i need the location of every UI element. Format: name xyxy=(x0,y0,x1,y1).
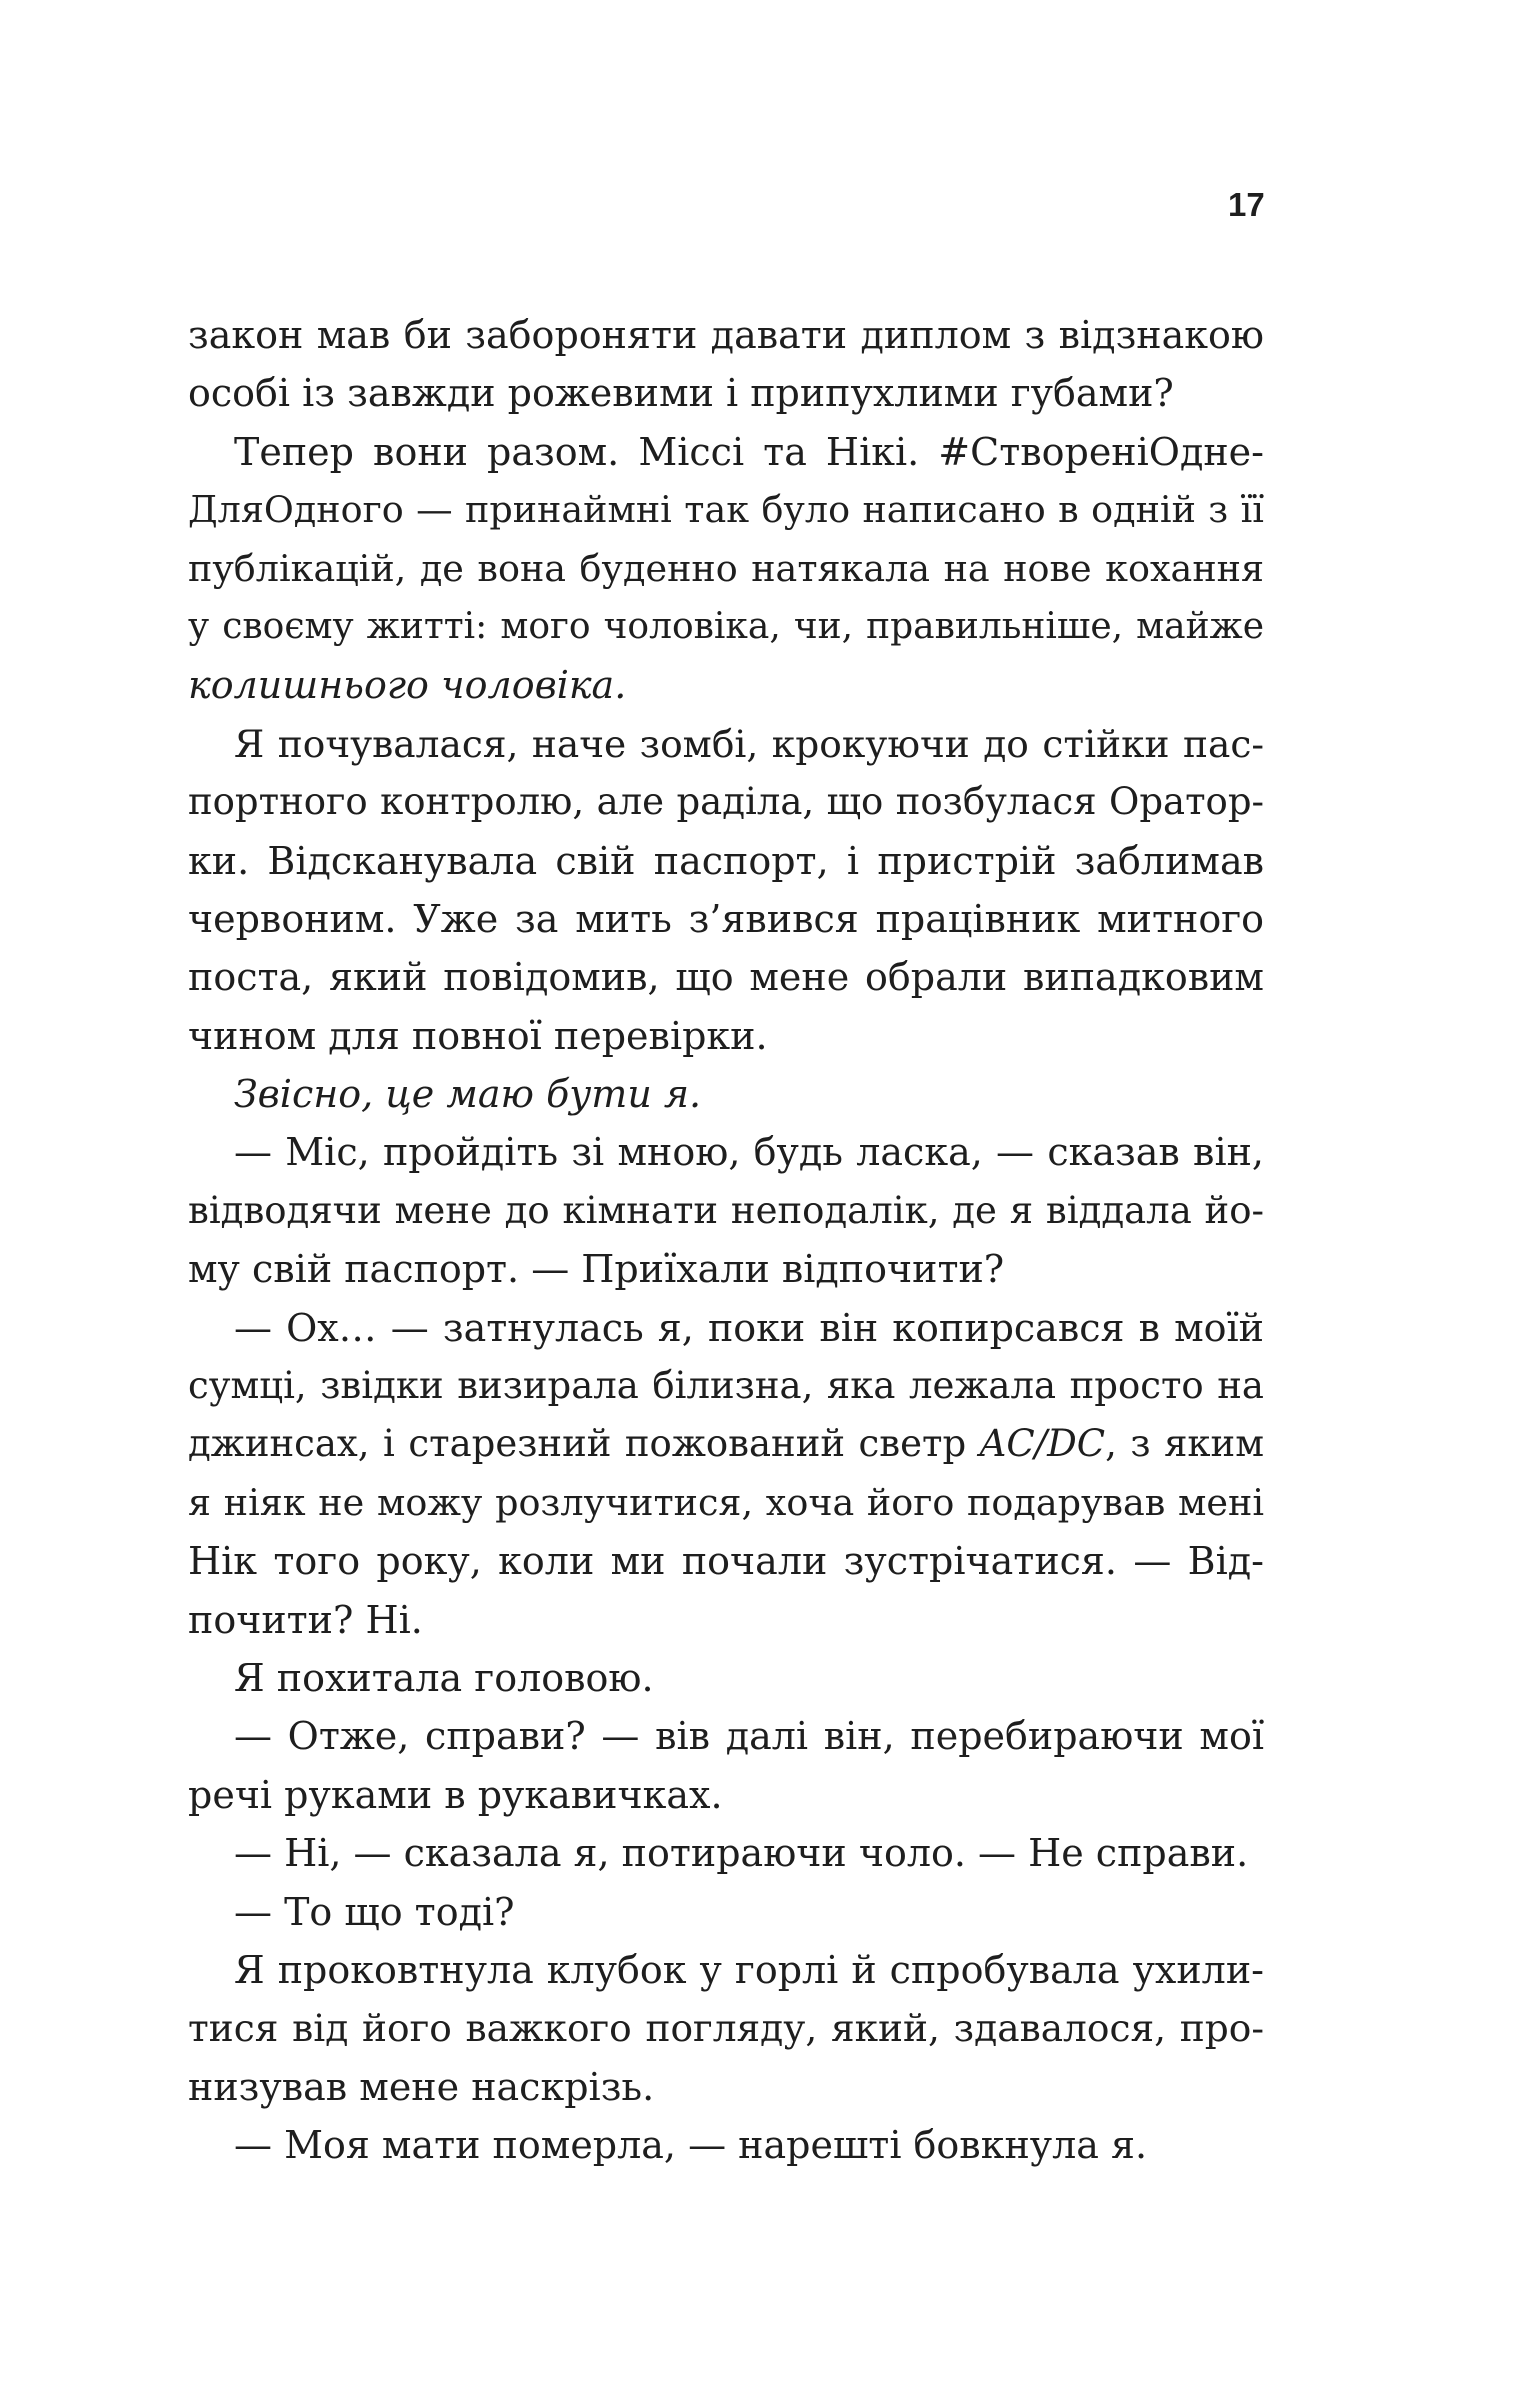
text-line: низував мене наскрізь. xyxy=(188,2064,655,2109)
body-text xyxy=(188,306,1264,2175)
text-line: почити? Ні. xyxy=(188,1597,423,1642)
italic-band-name: AC/DC xyxy=(979,1422,1106,1466)
text-line: речі руками в рукавичках. xyxy=(188,1772,723,1817)
text-line: у своєму житті: мого чоловіка, чи, правильніше, майже xyxy=(188,605,1264,647)
text-line: ДляОдного — принаймні так було написано в одній з її xyxy=(188,488,1264,532)
text-line: Я проковтнула клубок у горлі й спробувала ухили- xyxy=(234,1947,1264,1992)
text-line: джинсах, і старезний пожований светр AC/DC, з яким xyxy=(188,1422,1264,1466)
text-line: відводячи мене до кімнати неподалік, де я віддала йо- xyxy=(188,1188,1264,1232)
text-line: Звісно, це маю бути я. xyxy=(234,1072,702,1117)
text-line: ки. Відсканувала свій паспорт, і пристрій заблимав xyxy=(188,838,1264,883)
text-line: сумці, звідки визирала білизна, яка лежала просто на xyxy=(188,1364,1264,1408)
text-line: — Міс, пройдіть зі мною, будь ласка, — сказав він, xyxy=(234,1130,1264,1175)
text-line: публікацій, де вона буденно натякала на нове кохання xyxy=(188,546,1264,590)
text-line: закон мав би забороняти давати диплом з відзнакою xyxy=(188,313,1264,357)
text-line: — Ні, — сказала я, потираючи чоло. — Не справи. xyxy=(234,1831,1249,1876)
text-line: му свій паспорт. — Приїхали відпочити? xyxy=(188,1247,1005,1292)
text-line: чином для повної перевірки. xyxy=(188,1013,768,1058)
text-line: — Отже, справи? — вів далі він, перебираючи мої xyxy=(234,1714,1264,1759)
text-line: Тепер вони разом. Міссі та Нікі. #СтворенiОдне- xyxy=(234,429,1264,474)
text-line: поста, який повідомив, що мене обрали випадковим xyxy=(188,955,1264,1000)
text-line: портного контролю, але раділа, що позбулася Оратор- xyxy=(188,780,1264,824)
text-line: червоним. Уже за мить з’явився працівник митного xyxy=(188,896,1264,941)
text-line: тися від його важкого погляду, який, здавалося, про- xyxy=(188,2006,1264,2051)
text-line: я ніяк не можу розлучитися, хоча його подарував мені xyxy=(188,1480,1264,1524)
text-line: Я почувалася, наче зомбі, крокуючи до стійки пас- xyxy=(234,721,1264,766)
text-line: — То що тоді? xyxy=(234,1889,515,1934)
page-number: 17 xyxy=(1228,186,1265,223)
text-line: колишнього чоловіка. xyxy=(188,663,627,708)
text-line: особі із завжди рожевими і припухлими губами? xyxy=(188,371,1174,416)
text-line: Я похитала головою. xyxy=(234,1655,654,1700)
text-line: — Моя мати померла, — нарешті бовкнула я. xyxy=(234,2123,1148,2168)
text-line: — Ох… — затнулась я, поки він копирсався в моїй xyxy=(234,1305,1264,1350)
text-line: Нік того року, коли ми почали зустрічатися. — Від- xyxy=(188,1539,1264,1584)
